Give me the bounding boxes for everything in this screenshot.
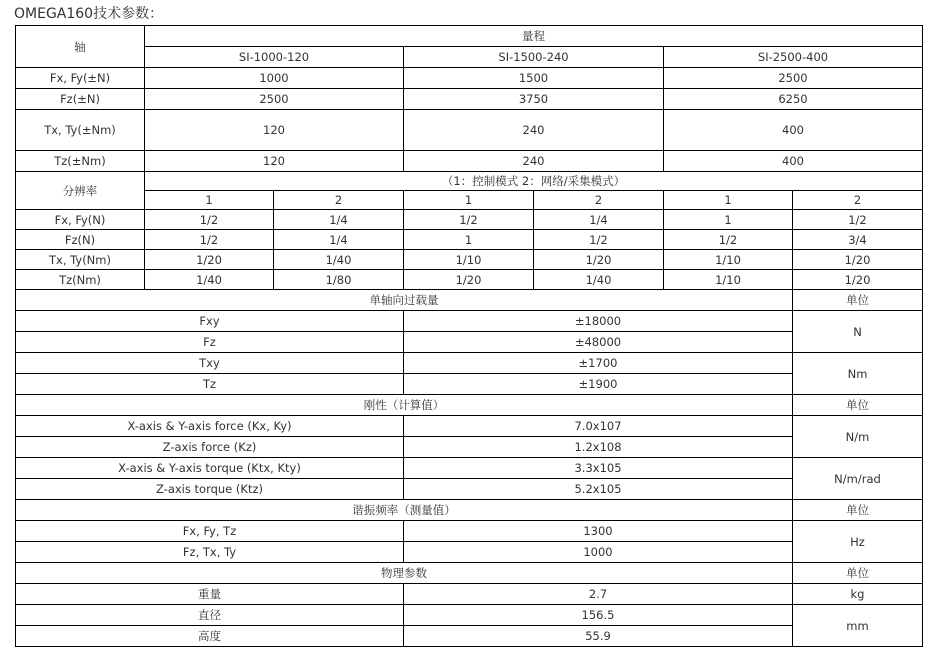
stiffness-value: 3.3x105 (404, 458, 793, 479)
overload-value: ±48000 (404, 332, 793, 353)
resolution-value: 3/4 (793, 230, 923, 250)
stiffness-row (16, 458, 923, 479)
mode-header: 2 (534, 191, 664, 210)
overload-row (16, 353, 923, 374)
range-header: 量程 (145, 26, 923, 47)
axis-header: 轴 (16, 26, 145, 68)
range-value: 1000 (145, 68, 404, 89)
stiffness-value: 1.2x108 (404, 437, 793, 458)
mode-header: 2 (274, 191, 404, 210)
model-header: SI-2500-400 (664, 47, 923, 68)
row-label: Fz(N) (16, 230, 145, 250)
unit-header: 单位 (793, 563, 923, 584)
resolution-header: 分辨率 (16, 172, 145, 210)
stiffness-row (16, 479, 923, 500)
physical-header: 物理参数 (16, 563, 793, 584)
row-label: 重量 (16, 584, 404, 605)
row-label: Tz(±Nm) (16, 151, 145, 172)
range-row (16, 151, 923, 172)
row-label: 高度 (16, 626, 404, 647)
range-value: 400 (664, 151, 923, 172)
resolution-value: 1/20 (534, 250, 664, 270)
row-label: Tz (16, 374, 404, 395)
stiffness-header: 刚性（计算值） (16, 395, 793, 416)
unit-header: 单位 (793, 500, 923, 521)
resolution-row (16, 210, 923, 230)
row-label: Fx, Fy, Tz (16, 521, 404, 542)
range-row (16, 110, 923, 151)
resolution-value: 1 (664, 210, 793, 230)
model-header: SI-1000-120 (145, 47, 404, 68)
range-value: 120 (145, 110, 404, 151)
resonance-header-row (16, 500, 923, 521)
resolution-value: 1/2 (664, 230, 793, 250)
resolution-value: 1/2 (793, 210, 923, 230)
range-value: 400 (664, 110, 923, 151)
unit-header: 单位 (793, 290, 923, 311)
row-label: Tz(Nm) (16, 270, 145, 290)
unit-cell: kg (793, 584, 923, 605)
resolution-row (16, 230, 923, 250)
resolution-value: 1/2 (145, 230, 274, 250)
row-label: Tx, Ty(±Nm) (16, 110, 145, 151)
stiffness-value: 5.2x105 (404, 479, 793, 500)
resolution-value: 1/10 (404, 250, 534, 270)
physical-value: 55.9 (404, 626, 793, 647)
physical-row (16, 584, 923, 605)
resolution-value: 1/2 (534, 230, 664, 250)
overload-row (16, 332, 923, 353)
row-label: Fz(±N) (16, 89, 145, 110)
range-header-row (16, 26, 923, 47)
resolution-value: 1/10 (664, 270, 793, 290)
resolution-value: 1/40 (274, 250, 404, 270)
mode-header: 1 (664, 191, 793, 210)
resolution-value: 1/40 (145, 270, 274, 290)
unit-header: 单位 (793, 395, 923, 416)
resonance-value: 1000 (404, 542, 793, 563)
resonance-value: 1300 (404, 521, 793, 542)
resolution-value: 1/80 (274, 270, 404, 290)
range-value: 240 (404, 151, 664, 172)
overload-value: ±1700 (404, 353, 793, 374)
overload-value: ±18000 (404, 311, 793, 332)
row-label: Fx, Fy(±N) (16, 68, 145, 89)
resonance-header: 谐振频率（测量值） (16, 500, 793, 521)
row-label: Fxy (16, 311, 404, 332)
row-label: Tx, Ty(Nm) (16, 250, 145, 270)
resolution-value: 1/4 (274, 230, 404, 250)
resolution-header-row (16, 172, 923, 191)
unit-cell: mm (793, 605, 923, 647)
row-label: Z-axis force (Kz) (16, 437, 404, 458)
range-value: 240 (404, 110, 664, 151)
range-value: 3750 (404, 89, 664, 110)
model-header: SI-1500-240 (404, 47, 664, 68)
row-label: 直径 (16, 605, 404, 626)
spec-table (15, 25, 923, 647)
row-label: Fx, Fy(N) (16, 210, 145, 230)
mode-header: 1 (145, 191, 274, 210)
overload-header-row (16, 290, 923, 311)
stiffness-row (16, 437, 923, 458)
physical-value: 156.5 (404, 605, 793, 626)
mode-header: 2 (793, 191, 923, 210)
resolution-value: 1/2 (404, 210, 534, 230)
mode-header: 1 (404, 191, 534, 210)
row-label: X-axis & Y-axis force (Kx, Ky) (16, 416, 404, 437)
mode-row (16, 191, 923, 210)
stiffness-row (16, 416, 923, 437)
resolution-value: 1/20 (145, 250, 274, 270)
resonance-row (16, 521, 923, 542)
unit-cell: Nm (793, 353, 923, 395)
row-label: X-axis & Y-axis torque (Ktx, Kty) (16, 458, 404, 479)
resolution-value: 1/10 (664, 250, 793, 270)
range-value: 120 (145, 151, 404, 172)
resolution-row (16, 250, 923, 270)
resolution-value: 1/4 (534, 210, 664, 230)
range-value: 6250 (664, 89, 923, 110)
overload-row (16, 374, 923, 395)
unit-cell: N (793, 311, 923, 353)
physical-row (16, 626, 923, 647)
row-label: Txy (16, 353, 404, 374)
range-row (16, 68, 923, 89)
unit-cell: N/m (793, 416, 923, 458)
row-label: Z-axis torque (Ktz) (16, 479, 404, 500)
mode-note: （1：控制模式 2：网络/采集模式） (145, 172, 923, 191)
stiffness-value: 7.0x107 (404, 416, 793, 437)
range-row (16, 89, 923, 110)
page-title: OMEGA160技术参数： (14, 6, 164, 22)
resolution-value: 1/20 (404, 270, 534, 290)
row-label: Fz, Tx, Ty (16, 542, 404, 563)
resolution-value: 1/4 (274, 210, 404, 230)
unit-cell: N/m/rad (793, 458, 923, 500)
range-value: 2500 (145, 89, 404, 110)
stiffness-header-row (16, 395, 923, 416)
physical-value: 2.7 (404, 584, 793, 605)
unit-cell: Hz (793, 521, 923, 563)
resolution-value: 1 (404, 230, 534, 250)
resolution-value: 1/20 (793, 250, 923, 270)
overload-row (16, 311, 923, 332)
physical-header-row (16, 563, 923, 584)
row-label: Fz (16, 332, 404, 353)
physical-row (16, 605, 923, 626)
model-row (16, 47, 923, 68)
resolution-value: 1/2 (145, 210, 274, 230)
overload-value: ±1900 (404, 374, 793, 395)
range-value: 2500 (664, 68, 923, 89)
range-value: 1500 (404, 68, 664, 89)
resolution-value: 1/40 (534, 270, 664, 290)
resolution-value: 1/20 (793, 270, 923, 290)
overload-header: 单轴向过载量 (16, 290, 793, 311)
resonance-row (16, 542, 923, 563)
resolution-row (16, 270, 923, 290)
